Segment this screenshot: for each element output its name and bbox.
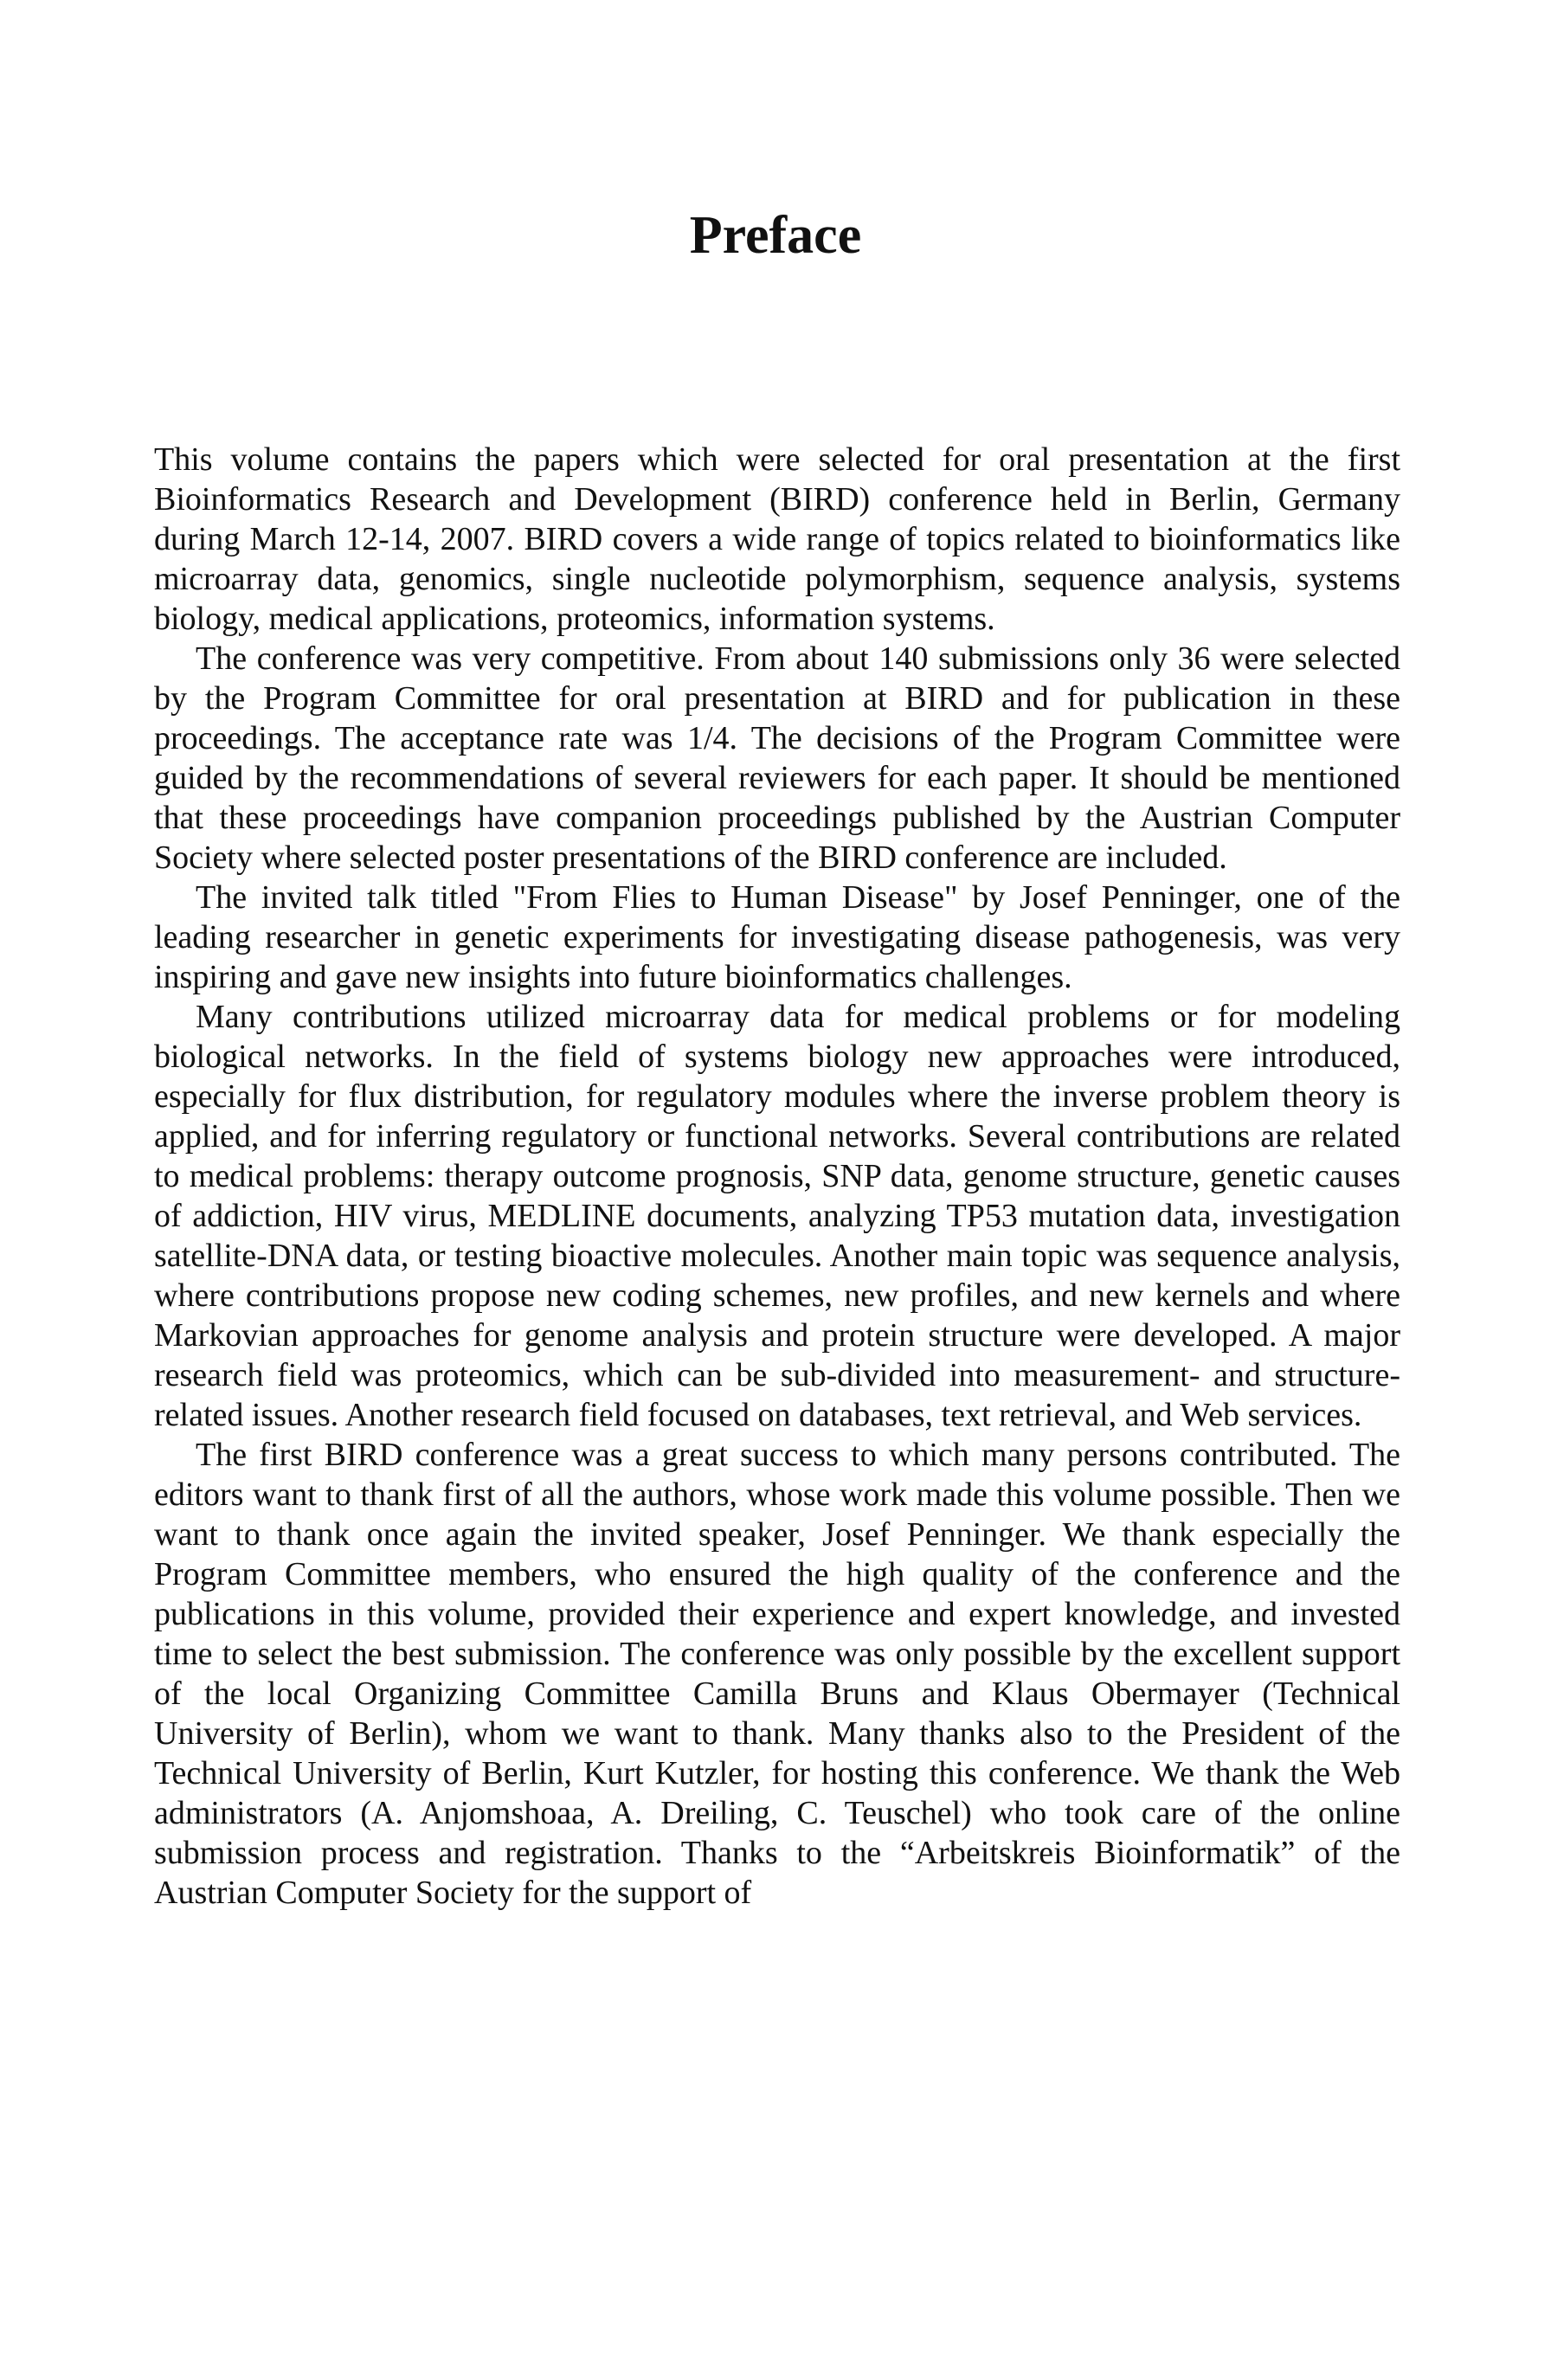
paragraph-competition: The conference was very competitive. From about 140 submissions only 36 were selected by the Program Committee for oral presentation at BIRD and for publication in these proceedings. The acceptance rate was 1/4. The decisions of the Program Committee were guided by the recommendations of several reviewers for each paper. It should be mentioned that these proceedings have companion proceedings published by the Austrian Computer Society where selected poster presentations of the BIRD conference are included. [154, 640, 1400, 876]
paragraph-contributions: Many contributions utilized microarray data for medical problems or for modeling biological networks. In the field of systems biology new approaches were introduced, especially for flux distribution, for regulatory modules where the inverse problem theory is applied, and for inferring regulatory or functional networks. Several contributions are related to medical problems: therapy outcome prognosis, SNP data, genome structure, genetic causes of addiction, HIV virus, MEDLINE documents, analyzing TP53 mutation data, investigation satellite-DNA data, or testing bioactive molecules. Another main topic was sequence analysis, where contributions propose new coding schemes, new profiles, and new kernels and where Markovian approaches for genome analysis and protein structure were developed. A major research field was proteomics, which can be sub-divided into measurement- and structure-related issues. Another research field focused on databases, text retrieval, and Web services. [154, 999, 1400, 1433]
paragraph-invited-talk: The invited talk titled "From Flies to Human Disease" by Josef Penninger, one of the leading researcher in genetic experiments for investigating disease pathogenesis, was very inspiring and gave new insights into future bioinformatics challenges. [154, 879, 1400, 995]
paragraph-intro: This volume contains the papers which were selected for oral presentation at the first Bioinformatics Research and Development (BIRD) conference held in Berlin, Germany during March 12-14, 2007. BIRD covers a wide range of topics related to bioinformatics like microarray data, genomics, single nucleotide polymorphism, sequence analysis, systems biology, medical applications, proteomics, information systems. [154, 441, 1400, 637]
page-title: Preface [689, 206, 862, 265]
preface-body [154, 440, 1400, 1913]
paragraph-acknowledgements: The first BIRD conference was a great success to which many persons contributed. The editors want to thank first of all the authors, whose work made this volume possible. Then we want to thank once again the invited speaker, Josef Penninger. We thank especially the Program Committee members, who ensured the high quality of the conference and the publications in this volume, provided their experience and expert knowledge, and invested time to select the best submission. The conference was only possible by the excellent support of the local Organizing Committee Camilla Bruns and Klaus Obermayer (Technical University of Berlin), whom we want to thank. Many thanks also to the President of the Technical University of Berlin, Kurt Kutzler, for hosting this conference. We thank the Web administrators (A. Anjomshoaa, A. Dreiling, C. Teuschel) who took care of the online submission process and registration. Thanks to the “Arbeitskreis Bioinformatik” of the Austrian Computer Society for the support of [154, 1437, 1400, 1911]
